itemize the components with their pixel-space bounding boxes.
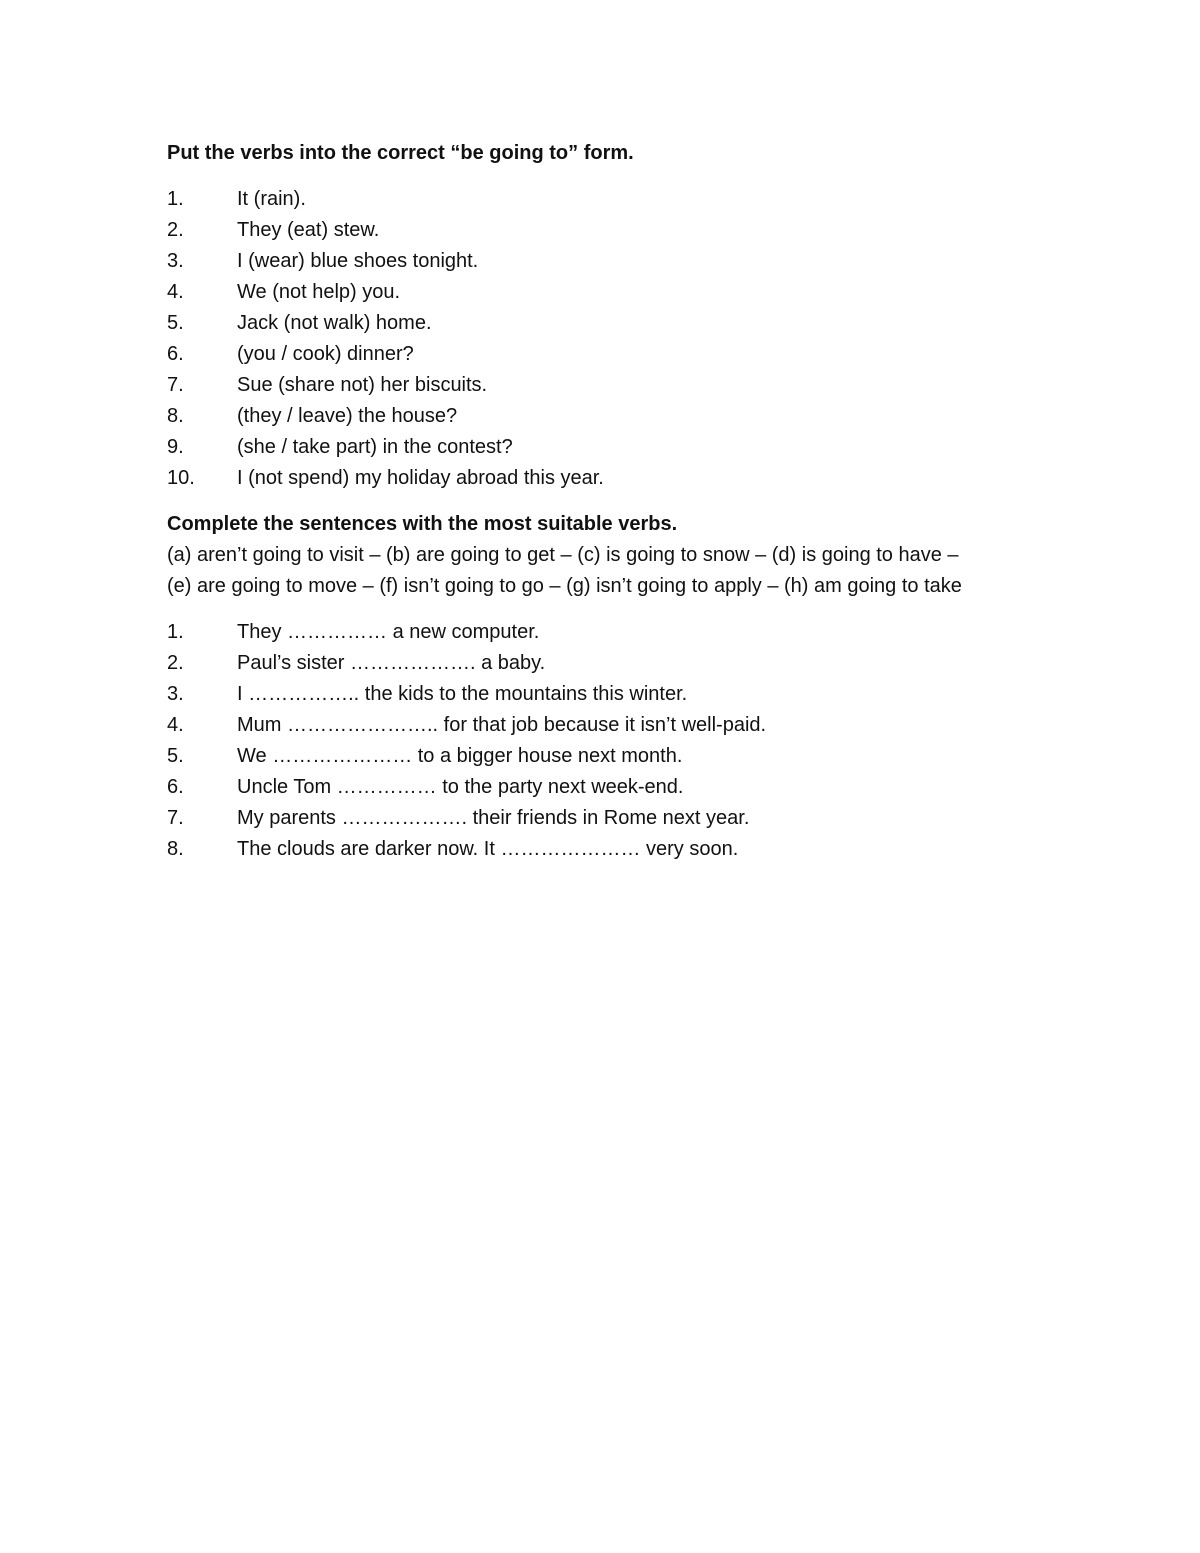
list-item	[167, 463, 1147, 494]
item-number: 9.	[167, 436, 184, 458]
item-text: I (wear) blue shoes tonight.	[237, 250, 479, 272]
item-text: (she / take part) in the contest?	[237, 436, 513, 458]
list-item	[167, 308, 1147, 339]
item-text: I …………….. the kids to the mountains this winter.	[237, 683, 688, 705]
item-text: We ………………… to a bigger house next month.	[237, 745, 683, 767]
section-spacer	[167, 602, 1147, 617]
word-bank-line-2: (e) are going to move – (f) isn’t going to go – (g) isn’t going to apply – (h) am going to take	[167, 575, 962, 597]
item-number: 8.	[167, 838, 184, 860]
item-text: (they / leave) the house?	[237, 405, 458, 427]
word-bank-line-1: (a) aren’t going to visit – (b) are going to get – (c) is going to snow – (d) is going to have –	[167, 544, 959, 566]
list-item	[167, 215, 1147, 246]
exercise2-instruction: Complete the sentences with the most suitable verbs.	[167, 513, 678, 535]
list-item	[167, 184, 1147, 215]
section-spacer	[167, 494, 1147, 509]
worksheet-content	[167, 138, 1147, 865]
item-number: 3.	[167, 683, 184, 705]
item-number: 1.	[167, 188, 184, 210]
item-text: Sue (share not) her biscuits.	[237, 374, 488, 396]
item-text: Jack (not walk) home.	[237, 312, 432, 334]
item-number: 2.	[167, 219, 184, 241]
item-text: They …………… a new computer.	[237, 621, 540, 643]
item-number: 7.	[167, 374, 184, 396]
exercise2-list	[167, 617, 1147, 865]
list-item	[167, 617, 1147, 648]
item-text: It (rain).	[237, 188, 306, 210]
item-text: My parents ………………. their friends in Rome next year.	[237, 807, 750, 829]
list-item	[167, 772, 1147, 803]
item-text: Paul’s sister ………………. a baby.	[237, 652, 546, 674]
item-number: 10.	[167, 467, 195, 489]
item-number: 1.	[167, 621, 184, 643]
list-item	[167, 803, 1147, 834]
item-number: 6.	[167, 776, 184, 798]
item-number: 2.	[167, 652, 184, 674]
item-text: I (not spend) my holiday abroad this year.	[237, 467, 604, 489]
item-text: They (eat) stew.	[237, 219, 380, 241]
exercise1-instruction: Put the verbs into the correct “be going to” form.	[167, 142, 634, 164]
list-item	[167, 741, 1147, 772]
list-item	[167, 401, 1147, 432]
item-number: 5.	[167, 745, 184, 767]
item-number: 5.	[167, 312, 184, 334]
list-item	[167, 246, 1147, 277]
exercise1-list	[167, 184, 1147, 494]
item-text: Uncle Tom …………… to the party next week-end.	[237, 776, 684, 798]
list-item	[167, 710, 1147, 741]
item-number: 6.	[167, 343, 184, 365]
item-text: (you / cook) dinner?	[237, 343, 414, 365]
item-text: Mum ………………….. for that job because it isn’t well-paid.	[237, 714, 767, 736]
list-item	[167, 679, 1147, 710]
list-item	[167, 834, 1147, 865]
list-item	[167, 432, 1147, 463]
item-text: The clouds are darker now. It ………………… very soon.	[237, 838, 739, 860]
list-item	[167, 339, 1147, 370]
item-number: 4.	[167, 281, 184, 303]
item-number: 4.	[167, 714, 184, 736]
list-item	[167, 277, 1147, 308]
item-number: 8.	[167, 405, 184, 427]
list-item	[167, 648, 1147, 679]
list-item	[167, 370, 1147, 401]
item-text: We (not help) you.	[237, 281, 401, 303]
item-number: 3.	[167, 250, 184, 272]
item-number: 7.	[167, 807, 184, 829]
